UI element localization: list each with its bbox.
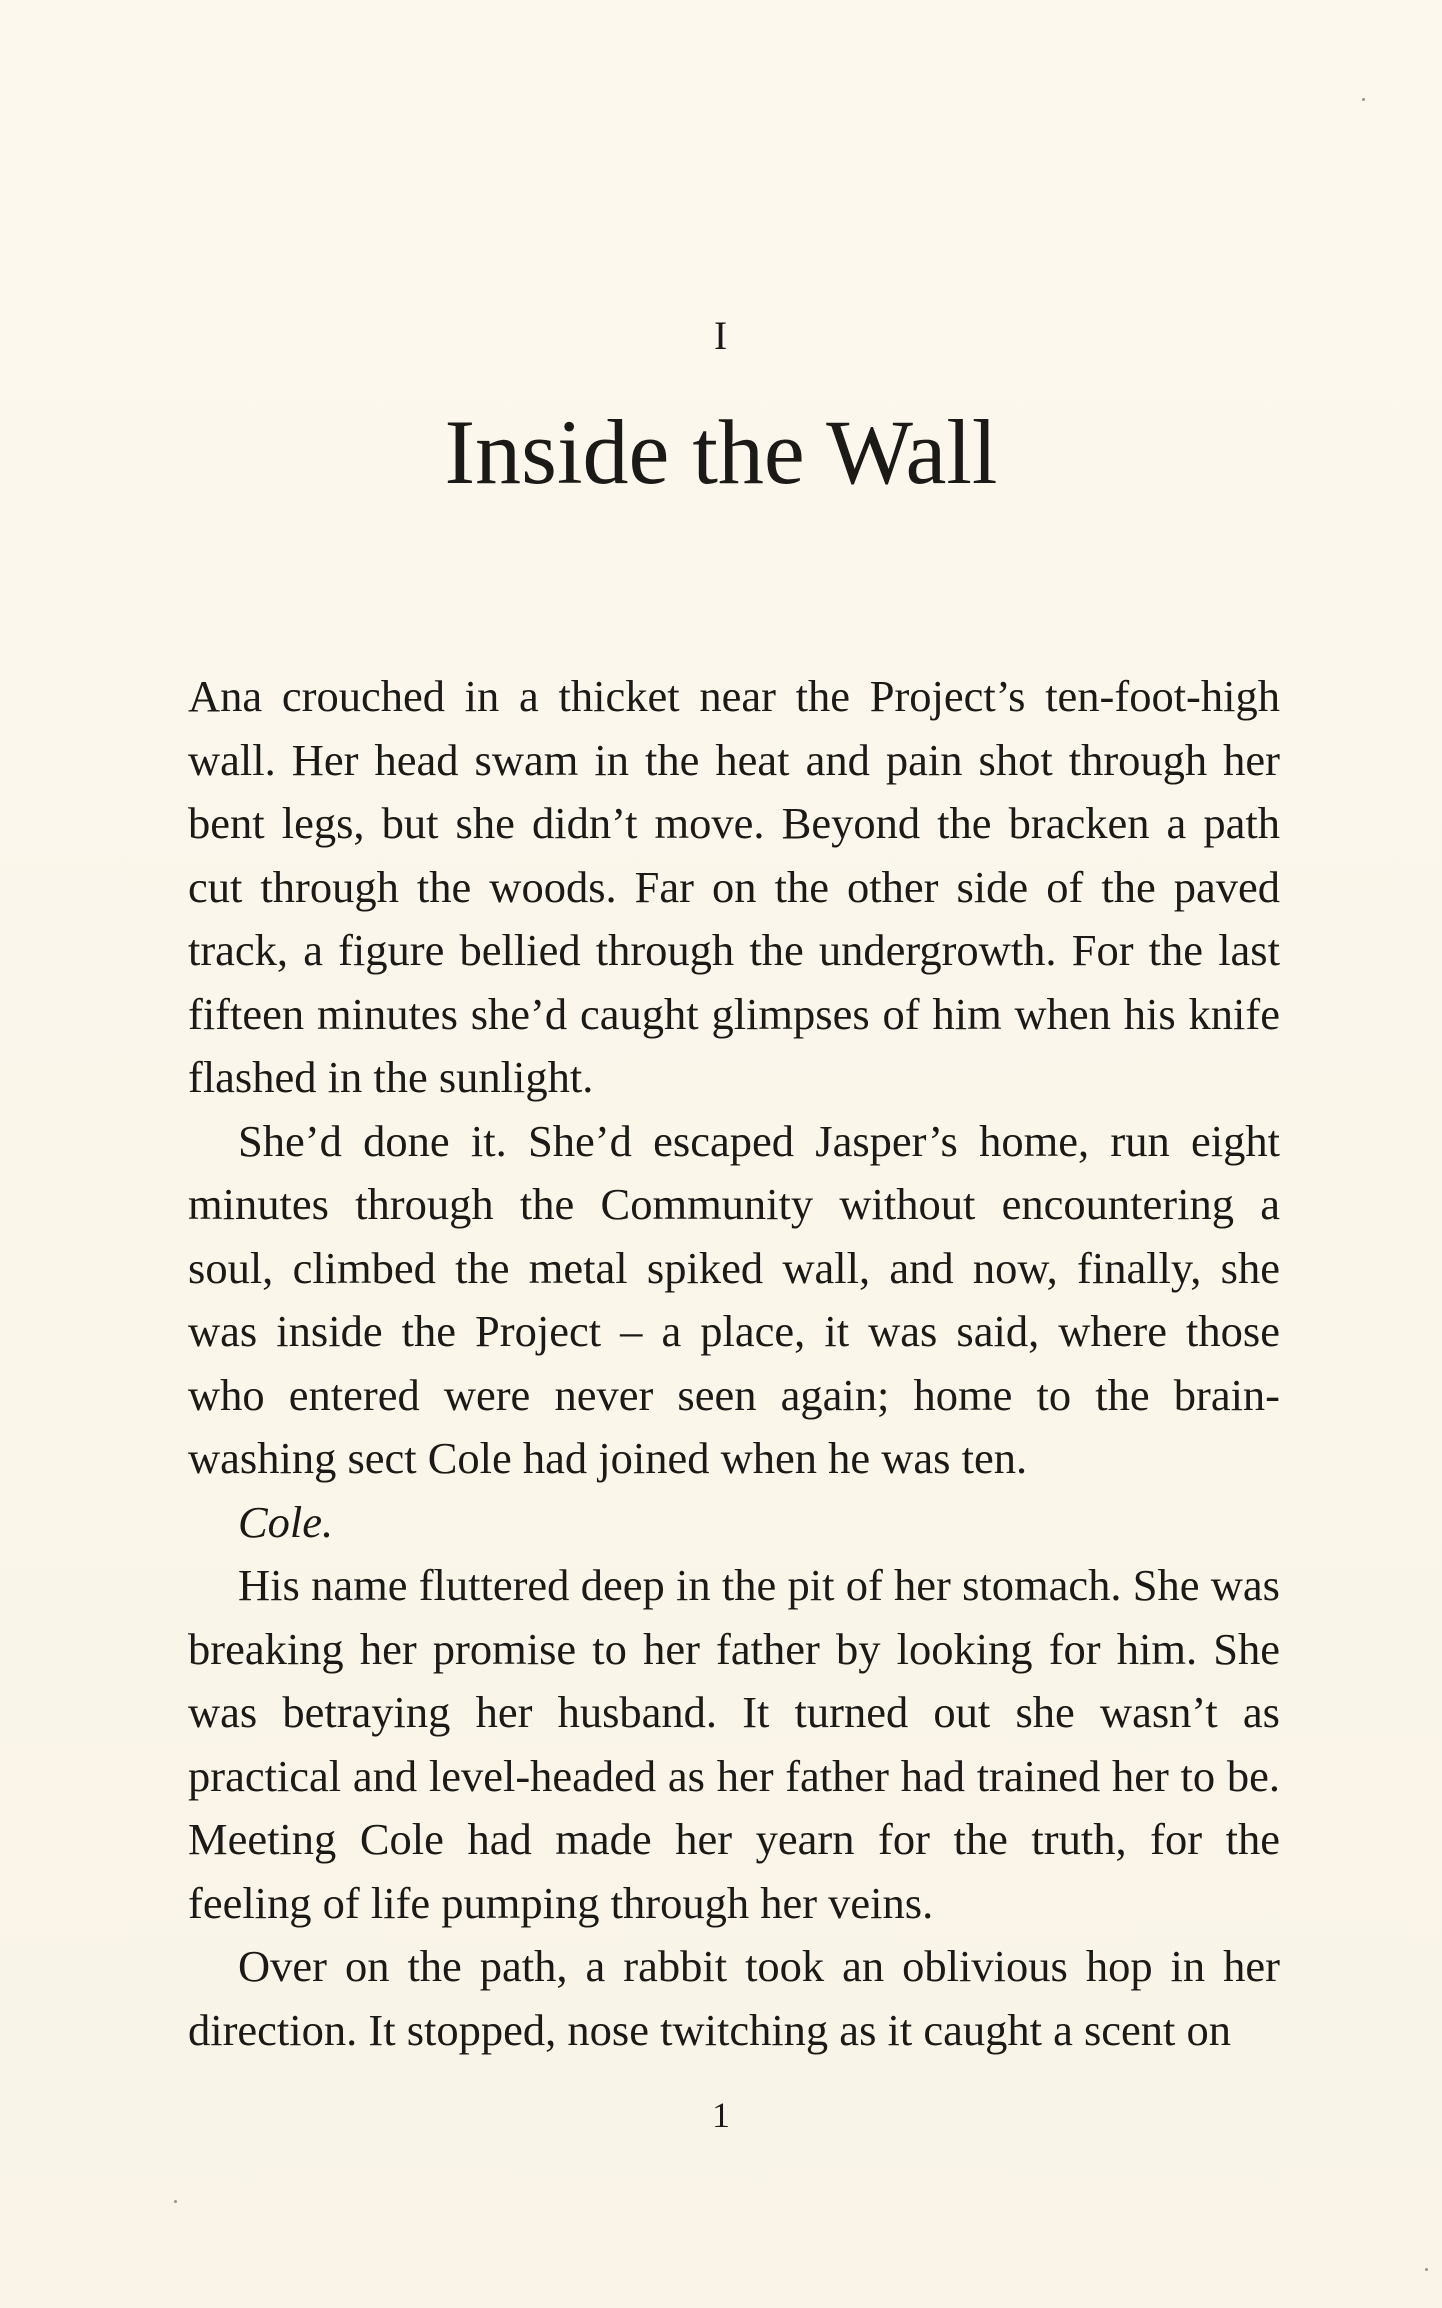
paragraph: Over on the path, a rabbit took an oblivious hop in her direction. It stopped, nose twitching as it caught a scent on [188, 1941, 1280, 2055]
paragraph: His name fluttered deep in the pit of her stomach. She was breaking her promise to her father by looking for him. She was betraying her husband. It turned out she wasn’t as practical and level-headed as her father had trained her to be. Meeting Cole had made her yearn for the truth, for the feeling of life pumping through her veins. [188, 1560, 1280, 1928]
paragraph: Ana crouched in a thicket near the Project’s ten-foot-high wall. Her head swam in the heat and pain shot through her bent legs, but she didn’t move. Beyond the bracken a path cut through the woods. Far on the other side of the paved track, a figure bellied through the undergrowth. For the last fifteen minutes she’d caught glimpses of him when his knife flashed in the sunlight. [188, 671, 1280, 1102]
page-number: 1 [712, 2095, 730, 2135]
paper-speck [1362, 98, 1365, 101]
chapter-body [188, 665, 1280, 2062]
paper-speck [1425, 2268, 1428, 2271]
paper-speck [174, 2200, 177, 2203]
chapter-number: I [713, 313, 729, 358]
chapter-title: Inside the Wall [444, 401, 998, 503]
paragraph: Cole. [238, 1496, 334, 1547]
paragraph: She’d done it. She’d escaped Jasper’s home, run eight minutes through the Community without encountering a soul, climbed the metal spiked wall, and now, finally, she was inside the Project – a place, it was said, where those who entered were never seen again; home to the brain-washing sect Cole had joined when he was ten. [188, 1115, 1280, 1483]
